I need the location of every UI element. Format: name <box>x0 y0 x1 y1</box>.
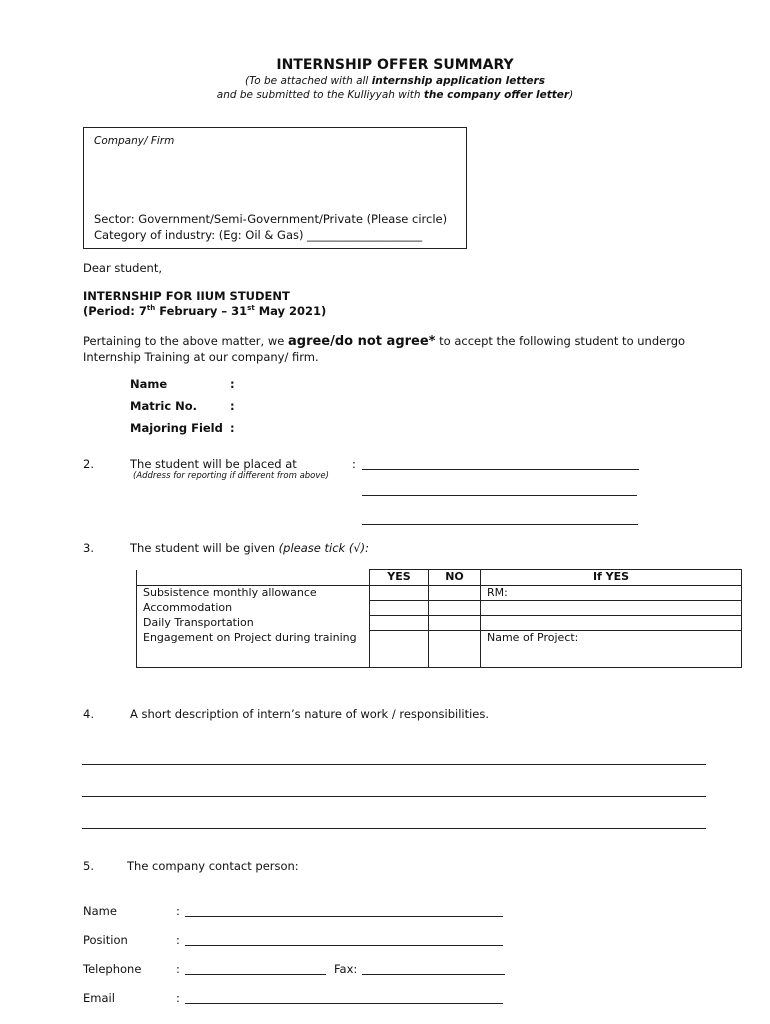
subtitle-1-bold: internship application letters <box>371 75 545 87</box>
contact-position-colon: : <box>176 933 180 947</box>
item-5-number: 5. <box>83 859 94 873</box>
table-header-row <box>137 570 742 586</box>
row-accommodation-label: Accommodation <box>137 601 370 616</box>
transport-ifyes-cell[interactable] <box>481 616 742 631</box>
contact-telephone-line[interactable] <box>185 974 326 975</box>
contact-fax-label: Fax: <box>334 962 358 976</box>
major-colon: : <box>230 421 235 435</box>
contact-name-line[interactable] <box>185 916 503 917</box>
benefits-table <box>136 569 742 668</box>
table-row <box>137 616 742 631</box>
item-2-number: 2. <box>83 457 94 471</box>
table-row <box>137 586 742 601</box>
description-line-3[interactable] <box>82 828 706 829</box>
matric-label: Matric No. <box>130 399 198 413</box>
item-4-text: A short description of intern’s nature of work / responsibilities. <box>130 707 490 721</box>
item-3-text <box>130 541 369 555</box>
description-line-2[interactable] <box>82 796 706 797</box>
table-row <box>137 601 742 616</box>
contact-email-label: Email <box>83 991 115 1005</box>
page-title: INTERNSHIP OFFER SUMMARY <box>276 57 514 73</box>
header-yes: YES <box>370 570 429 586</box>
item-3-number: 3. <box>83 541 94 555</box>
student-name-colon: : <box>230 377 235 391</box>
period-sup-1: th <box>146 304 156 313</box>
subtitle-line-1 <box>0 75 770 87</box>
project-ifyes-cell[interactable]: Name of Project: <box>481 631 742 668</box>
contact-telephone-label: Telephone <box>83 962 142 976</box>
project-yes-cell[interactable] <box>370 631 429 668</box>
contact-position-label: Position <box>83 933 128 947</box>
row-allowance-label: Subsistence monthly allowance <box>137 586 370 601</box>
allowance-yes-cell[interactable] <box>370 586 429 601</box>
accommodation-no-cell[interactable] <box>429 601 481 616</box>
paragraph-line-2: Internship Training at our company/ firm. <box>83 350 319 364</box>
contact-fax-line[interactable] <box>362 974 505 975</box>
contact-position-line[interactable] <box>185 945 503 946</box>
subtitle-2-close: ) <box>569 89 574 101</box>
period-end: May 2021) <box>254 304 327 318</box>
table-row <box>137 631 742 668</box>
allowance-no-cell[interactable] <box>429 586 481 601</box>
subtitle-1-text: (To be attached with all <box>245 75 372 87</box>
address-line-2[interactable] <box>362 495 637 496</box>
allowance-ifyes-cell[interactable]: RM: <box>481 586 742 601</box>
item-3-label: The student will be given <box>130 541 279 555</box>
project-no-cell[interactable] <box>429 631 481 668</box>
row-transport-label: Daily Transportation <box>137 616 370 631</box>
transport-yes-cell[interactable] <box>370 616 429 631</box>
transport-no-cell[interactable] <box>429 616 481 631</box>
para-text-2: to accept the following student to undergo <box>435 334 686 348</box>
company-box[interactable] <box>83 127 467 249</box>
accommodation-yes-cell[interactable] <box>370 601 429 616</box>
accommodation-ifyes-cell[interactable] <box>481 601 742 616</box>
header-if-yes: If YES <box>481 570 742 586</box>
category-line: Category of industry: (Eg: Oil & Gas) ____________________ <box>94 228 423 242</box>
company-label: Company/ Firm <box>94 135 175 147</box>
item-2-note: (Address for reporting if different from above) <box>133 471 329 481</box>
para-text-1: Pertaining to the above matter, we <box>83 334 288 348</box>
row-project-label: Engagement on Project during training <box>137 631 370 668</box>
period-start: (Period: 7 <box>83 304 147 318</box>
contact-telephone-colon: : <box>176 962 180 976</box>
sector-line: Sector: Government/Semi-Government/Private (Please circle) <box>94 212 448 226</box>
item-5-text: The company contact person: <box>127 859 299 873</box>
student-name-label: Name <box>130 377 168 391</box>
subtitle-2-bold: the company offer letter <box>423 89 570 101</box>
agree-option[interactable]: agree/do not agree* <box>287 334 436 349</box>
header-no: NO <box>429 570 481 586</box>
contact-email-line[interactable] <box>185 1003 503 1004</box>
period-sup-2: st <box>247 304 255 313</box>
contact-name-colon: : <box>176 904 180 918</box>
subtitle-2-text: and be submitted to the Kulliyyah with <box>216 89 424 101</box>
header-item <box>137 570 370 586</box>
major-label: Majoring Field <box>130 421 223 435</box>
address-line-3[interactable] <box>362 524 638 525</box>
description-line-1[interactable] <box>82 764 706 765</box>
subject-line-1: INTERNSHIP FOR IIUM STUDENT <box>83 289 290 303</box>
subtitle-line-2 <box>0 89 770 101</box>
contact-email-colon: : <box>176 991 180 1005</box>
contact-name-label: Name <box>83 904 117 918</box>
item-2-colon: : <box>352 457 356 471</box>
item-3-instruction: (please tick (√): <box>278 541 370 555</box>
greeting: Dear student, <box>83 261 162 275</box>
item-2-text: The student will be placed at <box>130 457 297 471</box>
paragraph-line-1 <box>83 334 685 349</box>
address-line-1[interactable] <box>362 469 639 470</box>
item-4-number: 4. <box>83 707 94 721</box>
period-mid: February – 31 <box>155 304 248 318</box>
matric-colon: : <box>230 399 235 413</box>
subject-line-2 <box>83 304 326 318</box>
